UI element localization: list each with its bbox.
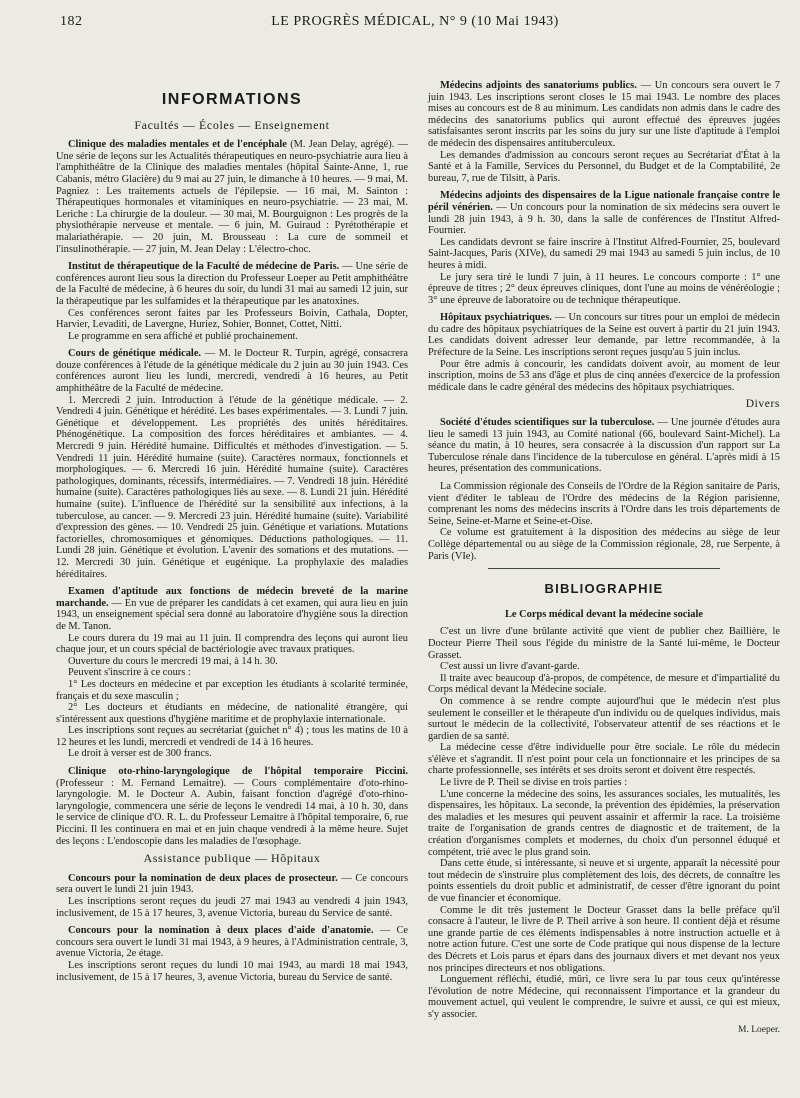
paragraph: Il traite avec beaucoup d'à-propos, de compétence, de mesure et d'impartialité du Corps médical devant la Médecine sociale. <box>428 672 780 696</box>
article-title: Concours pour la nomination de deux places de prosecteur. <box>68 872 338 884</box>
article-body: — Un concours sera ouvert le 7 juin 1943. Les inscriptions seront closes le 15 mai 1943. Le nombre des places mises au concours est de 8 au minimum. Les candidats non admis dans le cadre des médecins des sanatoriums publics qui auront effectué des épreuves jugées satisfaisantes seront inscrits par les soins du jury sur une liste d'aptitude à l'emploi de médecin des dispensaires antituberculeux. <box>428 80 780 149</box>
article-body: (M. Jean Delay, agrégé). — Une série de leçons sur les Actualités thérapeutiques en neuro-psychiatrie aura lieu à l'amphithéâtre de la Clinique des maladies mentales (hôpital Sainte-Anne, 1, rue Cabanis, métro Glacière) du 9 mai au 27 juin, le dimanche à 10 heures. — 9 mai, M. Pagniez : Les traitements actuels de l'épilepsie. — 16 mai, M. Sainton : Thérapeutiques hormonales et vitamíniques en neuro-psychiatrie. — 23 mai, M. Leriche : La chirurgie de la douleur. — 30 mai, M. Bourguignon : Les progrès de la physiothérapie nerveuse et mentale. — 6 juin, M. Guiraud : Pyrétothérapie et malariathérapie. — 20 juin, M. Brousseau : La cure de sommeil et l'insulinothérapie. — 27 juin, M. Jean Delay : L'électro-choc. <box>56 139 408 255</box>
article-title: Société d'études scientifiques sur la tuberculose. <box>440 417 655 429</box>
informations-heading: INFORMATIONS <box>161 91 303 108</box>
paragraph: L'une concerne la médecine des soins, les assurances sociales, les mutualités, les dispensaires, les hôpitaux. La seconde, la prévention des épidémies, la préservation des maladies et les mesures qui peuvent assainir et affermir la race. La troisième traite de l'organisation de grands centres de diagnostic et de traitement, de la création d'organismes complets et modernes, du choix d'un personnel éduqué et compétent, trié avec le plus grand soin. <box>428 788 780 858</box>
right-column <box>428 80 780 1036</box>
paragraph: Les candidats devront se faire inscrire à l'Institut Alfred-Fournier, 25, boulevard Saint-Jacques, Paris (XIVe), du samedi 29 mai 1943 au samedi 5 juin inclus, de 10 heures à midi. <box>428 236 780 271</box>
paragraph: Le cours durera du 19 mai au 11 juin. Il comprendra des leçons qui auront lieu chaque jour, et un cours spécial de bactériologie avec travaux pratiques. <box>56 632 408 656</box>
paragraph: Les demandes d'admission au concours seront reçues au Secrétariat d'État à la Santé et à la Famille, Services du Personnel, du Budget et de la Comptabilité, 2e bureau, 7, rue de Tilsitt, à Paris. <box>428 149 780 184</box>
book-review-title: Le Corps médical devant la médecine sociale <box>505 608 703 620</box>
paragraph: On commence à se rendre compte aujourd'hui que le médecin n'est plus seulement le conseiller et le thérapeute d'un individu ou de quelques individus, mais surtout le médecin de la collectivité, l'observateur attentif de ses réactions et le gardien de sa santé. <box>428 695 780 742</box>
article-examen-marine <box>56 586 408 632</box>
article-title: Examen d'aptitude aux fonctions de médecin breveté de la marine marchande. <box>56 586 408 609</box>
article-clinique-orl <box>56 766 408 847</box>
article-hopitaux-psychiatriques <box>428 312 780 358</box>
left-column <box>56 92 408 983</box>
section-facultes: Facultés — Écoles — Enseignement <box>134 117 330 132</box>
journal-title: LE PROGRÈS MÉDICAL, N° 9 (10 Mai 1943) <box>271 14 559 29</box>
article-body: — Ce concours sera ouvert le lundi 21 juin 1943. <box>56 872 408 896</box>
article-body: — En vue de préparer les candidats à cet examen, qui aura lieu en juin 1943, un enseignement spécial sera donné au laboratoire d'hygiène sous la direction de M. Tanon. <box>56 597 408 632</box>
paragraph: Longuement réfléchi, étudié, mûri, ce livre sera lu par tous ceux qu'intéresse l'évolution de notre Médecine, qui reconnaissent l'importance et la grandeur du mouvement actuel, qui veulent le comprendre, le suivre et aussi, ce qui est mieux, s'y associer. <box>428 974 780 1020</box>
paragraph: C'est aussi un livre d'avant-garde. <box>440 661 580 673</box>
article-title: Médecins adjoints des dispensaires de la Ligue nationale française contre le péril vénérien. <box>428 190 780 213</box>
paragraph: 1° Les docteurs en médecine et par exception les étudiants à scolarité terminée, français et du sexe masculin ; <box>56 678 408 702</box>
paragraph: Ce volume est gratuitement à la disposition des médecins au siège de leur Collège départemental ou au siège de la Commission régionale, 28, rue Serpente, à Paris (VIe). <box>428 527 780 562</box>
running-header <box>60 12 770 32</box>
paragraph: Le jury sera tiré le lundi 7 juin, à 11 heures. Le concours comporte : 1° une épreuve de titres ; 2° deux épreuves cliniques, dont l'une au moins de vénéréologie ; 3° une épreuve de laboratoire ou de technique thérapeutique. <box>428 271 780 306</box>
article-title: Cours de génétique médicale. <box>68 348 202 360</box>
paragraph: Le livre de P. Theil se divise en trois parties : <box>440 777 628 789</box>
article-tuberculose <box>428 417 780 475</box>
paragraph: 1. Mercredi 2 juin. Introduction à l'étude de la génétique médicale. — 2. Vendredi 4 juin. Génétique et hérédité. Les bases expérimentales. — 3. Lundi 7 juin. Génétique et développement. Les propriétés des unités héréditaires. Phénogénétique. La composition des forces héréditaires et ambiantes. — 4. Mercredi 9 juin. Hérédité humaine. Difficultés et méthodes d'investigation. — 5. Vendredi 11 juin. Hérédité humaine (suite). Caractères normaux, fonctionnels et morphologiques. — 6. Mercredi 16 juin. Hérédité humaine (suite). Caractères pathologiques, dominants, récessifs, intermédiaires. — 7. Vendredi 18 juin. Hérédité humaine (suite). Caractères pathologiques liés au sexe. — 8. Lundi 21 juin. Hérédité humaine (suite). L'influence de l'hérédité sur la sensibilité aux infections, à la tuberculose, au cancer. — 9. Mercredi 23 juin. Hérédité humaine (suite). Variabilité d'expression des gènes. — 10. Vendredi 25 juin. Génétique et variations. Mutations factorielles, chromosomiques et génomiques. Déductions pathologiques. — 11. Lundi 28 juin. Génétique et évolution. L'avenir des somations et des mutations. — 12. Mercredi 30 juin. Génétique et eugénique. La prophylaxie des maladies héréditaires. <box>56 394 408 580</box>
article-body: — Une journée d'études aura lieu le samedi 13 juin 1943, au Comité national (66, boulevard Saint-Michel). La séance du matin, à 10 heures, sera consacrée à la discussion d'un rapport sur La Tuberculose rénale dans l'incidence de la tuberculose en général. L'après midi à 15 heures, présentation des communications. <box>428 417 780 475</box>
signature: M. Loeper. <box>738 1024 780 1035</box>
article-title: Médecins adjoints des sanatoriums publics. <box>440 80 637 91</box>
article-body: — Un concours pour la nomination de six médecins sera ouvert le lundi 28 juin 1943, à 9 h. 30, dans la salle de conférences de l'Institut Alfred-Fournier. <box>428 201 780 237</box>
article-institut-therapeutique <box>56 261 408 307</box>
paragraph: Pour être admis à concourir, les candidats doivent avoir, au moment de leur inscription, moins de 53 ans d'âge et plus de cinq années d'exercice de la profession médicale dans le cadre général des médecins des hôpitaux psychiatriques. <box>428 358 780 393</box>
paragraph: Le programme en sera affiché et publié prochainement. <box>68 330 299 342</box>
article-title: Clinique oto-rhino-laryngologique de l'hôpital temporaire Piccini. <box>68 766 408 778</box>
paragraph: Comme le dit très justement le Docteur Grasset dans la belle préface qu'il consacre à l'auteur, le livre de P. Theil arrive à son heure. Il contient déjà et résume une grande partie de ces éléments indispensables à notre instruction actuelle et à notre action future. C'est une sorte de Code pratique qui nous dispense de la lecture des Décrets et Lois parus et épars dans des journaux divers et met devant nos yeux nos principes directeurs et nos obligations. <box>428 904 780 974</box>
article-clinique-maladies-mentales <box>56 139 408 255</box>
paragraph: Ouverture du cours le mercredi 19 mai, à 14 h. 30. <box>68 655 278 667</box>
article-body: — Une série de conférences auront lieu sous la direction du Professeur Loeper au Petit amphithéâtre de la Faculté de médecine, à 6 heures du soir, du lundi 31 mai au samedi 12 juin, sur la thérapeutique par les sulfamides et la thérapeutique par les anatoxines. <box>56 261 408 307</box>
paragraph: La Commission régionale des Conseils de l'Ordre de la Région sanitaire de Paris, vient d'éditer le tableau de l'Ordre des médecins de la Région parisienne, comprenant les noms des médecins inscrits à l'Ordre dans les trois départements de Seine, Seine-et-Marne et Seine-et-Oise. <box>428 481 780 527</box>
article-body: (Professeur : M. Fernand Lemaitre). — Cours complémentaire d'oto-rhino-laryngologie. M. le Docteur A. Aubin, faisant fonction d'agrégé d'oto-rhino-laryngologie, commencera une série de leçons le vendredi 14 mai, à 10 h. 30, dans le service de clinique d'O. R. L. du Professeur Lemaitre à l'hôpital temporaire, 6, rue Piccini. Il les continuera en mai et en juin chaque vendredi à la même heure. Sujet des leçons : L'endoscopie dans les maladies de l'œsophage. <box>56 777 408 847</box>
section-assistance-publique: Assistance publique — Hôpitaux <box>143 851 321 866</box>
bibliographie-heading: BIBLIOGRAPHIE <box>544 581 664 597</box>
article-concours-prosecteur <box>56 873 408 896</box>
paragraph: C'est un livre d'une brûlante activité que vient de publier chez Baillière, le Docteur Pierre Theil sous l'égide du ministre de la Santé lui-même, le Docteur Grasset. <box>428 626 780 661</box>
divider <box>488 568 720 569</box>
paragraph: La médecine cesse d'être individuelle pour être sociale. Le rôle du médecin s'élève et s'agrandit. Il n'est point pour cela un fonctionnaire et les principes de sa charte professionnelle, ses intérêts et ses droits seront et doivent être respectés. <box>428 742 780 777</box>
paragraph: Les inscriptions sont reçues au secrétariat (guichet n° 4) ; tous les matins de 10 à 12 heures et les lundi, mercredi et vendredi de 14 à 16 heures. <box>56 725 408 748</box>
article-title: Clinique des maladies mentales et de l'encéphale <box>68 139 287 151</box>
paragraph: Ces conférences seront faites par les Professeurs Boivin, Cathala, Dopter, Harvier, Levaditi, de Lavergne, Huriez, Sohier, Bonnet, Cottet, Nitti. <box>56 307 408 331</box>
paragraph: Peuvent s'inscrire à ce cours : <box>68 667 191 679</box>
paragraph: Le droit à verser est de 300 francs. <box>68 748 212 760</box>
article-body: — Ce concours sera ouvert le lundi 31 mai 1943, à 9 heures, à l'Administration centrale, 3, avenue Victoria, 2e étage. <box>56 925 409 960</box>
article-body: — Un concours sur titres pour un emploi de médecin du cadre des hôpitaux psychiatriques de la Seine est ouvert à partir du 21 juin 1943. Les candidats doivent adresser leur demande, par lettre recommandée, à la Préfecture de la Seine. Les inscriptions seront reçues jusqu'au 5 juin inclus. <box>428 312 780 359</box>
article-title: Concours pour la nomination à deux places d'aide d'anatomie. <box>68 925 374 937</box>
article-body: — M. le Docteur R. Turpin, agrégé, consacrera douze conférences à l'étude de la génétique médicale du 2 juin au 30 juin 1943. Ces conférences auront lieu les lundi, mercredi, vendredi à 16 heures, au Petit amphithéâtre de la Faculté de médecine. <box>56 348 408 395</box>
paragraph: Dans cette étude, si intéressante, si neuve et si urgente, apparaît la nécessité pour tout médecin de s'instruire plus complètement des lois, des décrets, de connaître les points essentiels du droit public et administratif, de cesser d'être ignorant du point de vue financier et économique. <box>428 858 780 904</box>
paragraph: 2° Les docteurs et étudiants en médecine, de nationalité étrangère, qui s'intéressent aux questions d'hygiène maritime et de prophylaxie internationale. <box>56 702 408 725</box>
article-cours-genetique <box>56 348 408 394</box>
article-sanatoriums <box>428 80 780 150</box>
section-divers: Divers <box>745 398 780 411</box>
page-number: 182 <box>60 14 83 29</box>
article-title: Institut de thérapeutique de la Faculté de médecine de Paris. <box>68 261 340 273</box>
article-title: Hôpitaux psychiatriques. <box>440 312 552 324</box>
paragraph: Les inscriptions seront reçues du jeudi 27 mai 1943 au vendredi 4 juin 1943, inclusivement, de 15 à 17 heures, 3, avenue Victoria, bureau du Service de santé. <box>56 896 408 919</box>
article-ligue-nationale <box>428 190 780 236</box>
paragraph: Les inscriptions seront reçues du lundi 10 mai 1943, au mardi 18 mai 1943, inclusivement, de 15 à 17 heures, 3, avenue Victoria, bureau du Service de santé. <box>56 959 408 983</box>
article-concours-aide-anatomie <box>56 925 408 960</box>
